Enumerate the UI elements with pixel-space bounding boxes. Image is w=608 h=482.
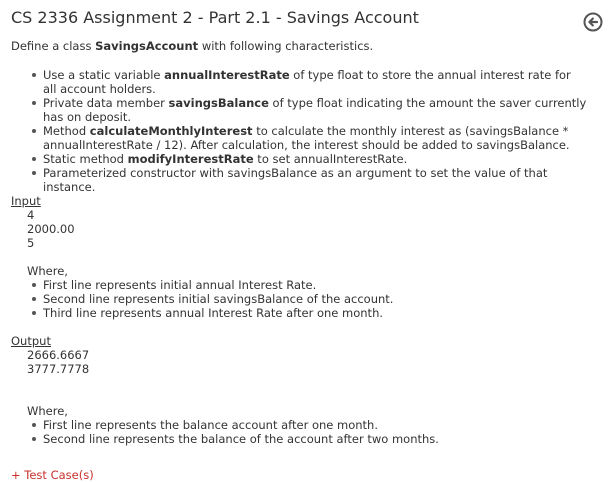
output-notes-list	[27, 418, 587, 446]
page-title: CS 2336 Assignment 2 - Part 2.1 - Savings Account	[11, 8, 419, 27]
intro-suffix: with following characteristics.	[198, 39, 374, 53]
test-cases-link[interactable]: + Test Case(s)	[11, 468, 94, 482]
output-note: First line represents the balance account after one month.	[27, 418, 587, 432]
input-sample	[27, 208, 75, 250]
input-notes-list	[27, 278, 587, 320]
input-line: 5	[27, 236, 35, 250]
output-where-label: Where,	[27, 404, 68, 418]
requirement-item: Method calculateMonthlyInterest to calculate the monthly interest as (savingsBalance * annualInterestRate / 12). After calculation, the interest should be added to savingsBalance.	[27, 124, 587, 152]
output-line: 2666.6667	[27, 348, 90, 362]
input-line: 4	[27, 208, 35, 222]
requirement-item: Parameterized constructor with savingsBalance as an argument to set the value of that instance.	[27, 166, 587, 194]
input-line: 2000.00	[27, 222, 75, 236]
input-where-label: Where,	[27, 264, 68, 278]
back-button[interactable]	[583, 12, 603, 32]
requirement-item: Static method modifyInterestRate to set annualInterestRate.	[27, 152, 587, 166]
input-note: Second line represents initial savingsBalance of the account.	[27, 292, 587, 306]
requirement-item: Use a static variable annualInterestRate of type float to store the annual interest rate for all account holders.	[27, 68, 587, 96]
input-note: Third line represents annual Interest Rate after one month.	[27, 306, 587, 320]
output-heading: Output	[11, 334, 51, 348]
input-heading: Input	[11, 194, 41, 208]
intro-prefix: Define a class	[11, 39, 96, 53]
intro-text	[11, 39, 373, 53]
output-line: 3777.7778	[27, 362, 90, 376]
output-sample	[27, 348, 89, 376]
output-note: Second line represents the balance of the account after two months.	[27, 432, 587, 446]
input-note: First line represents initial annual Interest Rate.	[27, 278, 587, 292]
back-arrow-circle-icon	[583, 12, 603, 32]
requirement-item: Private data member savingsBalance of type float indicating the amount the saver currently has on deposit.	[27, 96, 587, 124]
requirements-list	[27, 68, 587, 194]
class-name: SavingsAccount	[95, 39, 199, 53]
